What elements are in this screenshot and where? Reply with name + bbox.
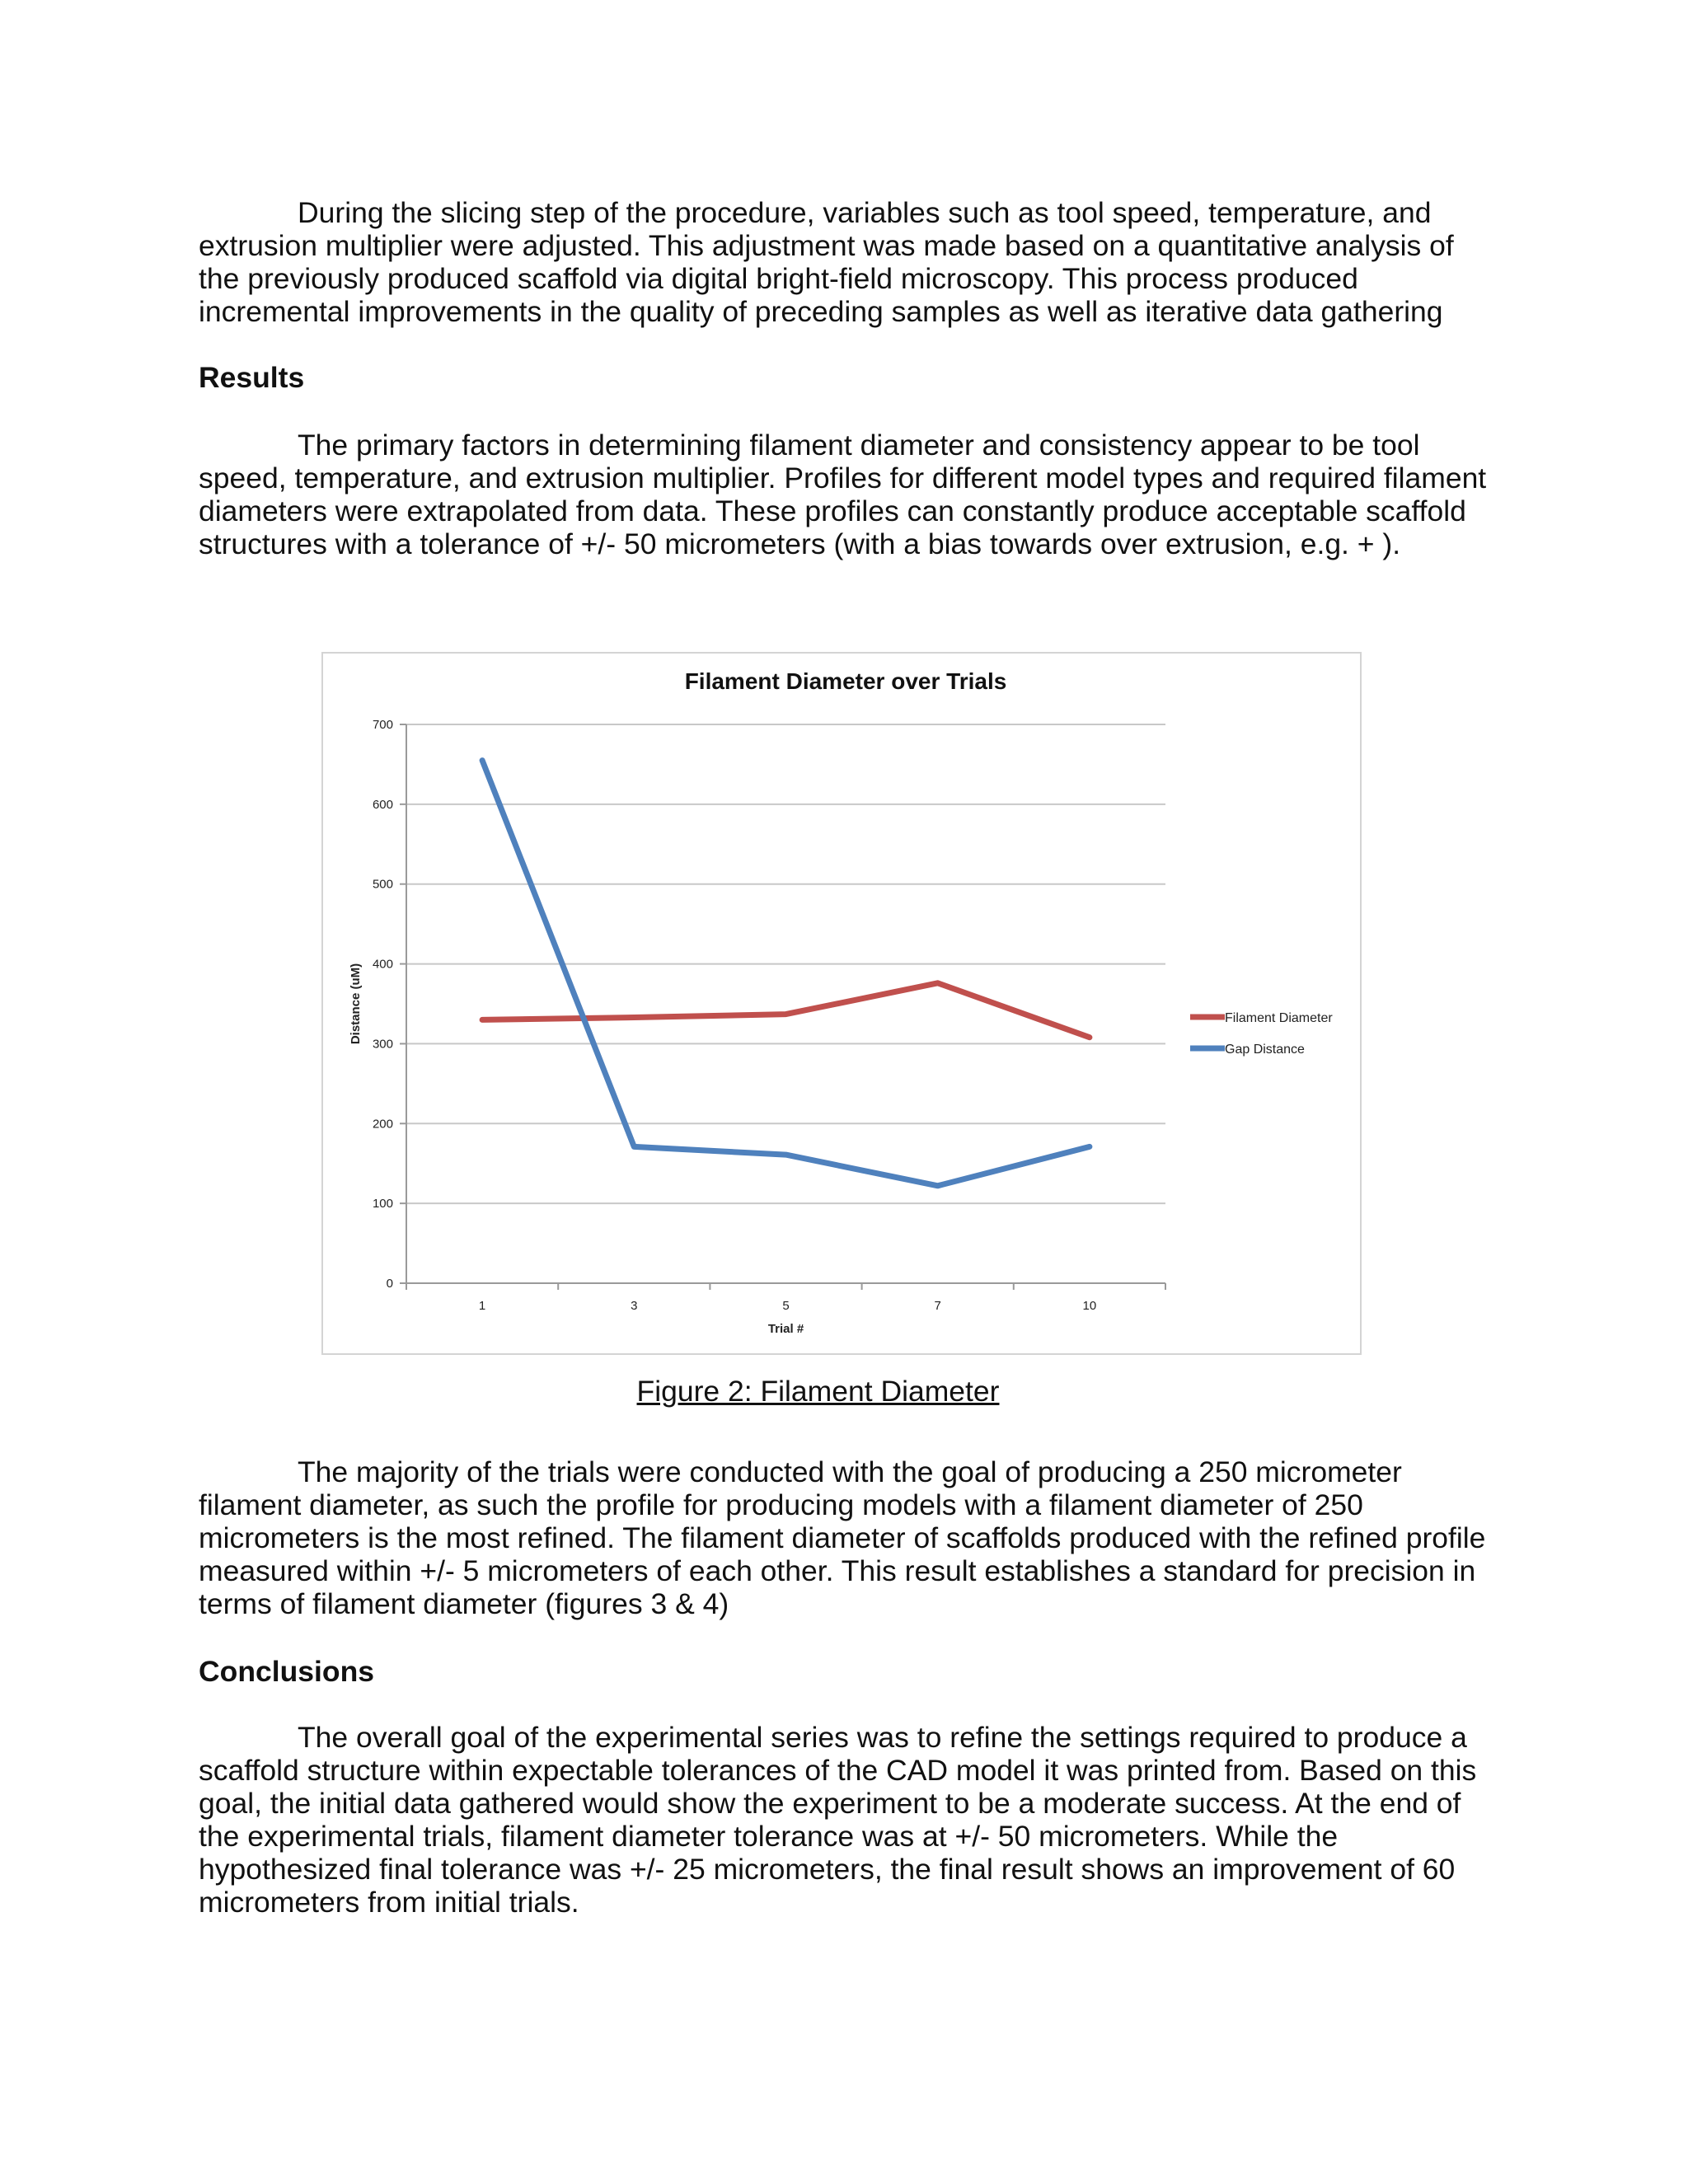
figure-2-chart-frame [321,652,1362,1355]
y-tick-label: 100 [372,1197,393,1212]
y-tick-label: 500 [372,877,393,892]
y-tick-label: 200 [372,1117,393,1132]
y-tick-label: 600 [372,797,393,812]
legend-label: Gap Distance [1225,1043,1305,1057]
y-tick-label: 400 [372,957,393,972]
precision-paragraph: The majority of the trials were conducted with the goal of producing a 250 micrometer filament diameter, as such the profile for producing models with a filament diameter of 250 micrometers is the most refined. The filament diameter of scaffolds produced with the refined profile measured within +/- 5 micrometers of each other. This result establishes a standard for precision in terms of filament diameter (figures 3 & 4) [199,1455,1486,1620]
intro-paragraph: During the slicing step of the procedure, variables such as tool speed, temperature, and extrusion multiplier were adjusted. This adjustment was made based on a quantitative analysis of the previously produced scaffold via digital bright-field microscopy. This process produced incremental improvements in the quality of preceding samples as well as iterative data gathering [199,196,1454,328]
line-chart [323,654,1363,1357]
conclusions-heading: Conclusions [199,1655,375,1688]
results-heading: Results [199,361,305,394]
x-tick-label: 1 [478,1299,486,1313]
series-line-gap-distance [482,761,1090,1186]
x-tick-label: 7 [934,1299,941,1313]
y-tick-label: 0 [386,1277,393,1291]
x-axis-label: Trial # [767,1322,804,1336]
x-tick-label: 10 [1082,1299,1097,1313]
y-tick-label: 700 [372,718,393,732]
results-paragraph: The primary factors in determining filament diameter and consistency appear to be tool speed, temperature, and extrusion multiplier. Profiles for different model types and required filament diameters were extrapolated from data. These profiles can constantly produce acceptable scaffold structures with a tolerance of +/- 50 micrometers (with a bias towards over extrusion, e.g. + ). [199,429,1487,560]
chart-title: Filament Diameter over Trials [684,668,1007,694]
conclusions-paragraph: The overall goal of the experimental series was to refine the settings required to produce a scaffold structure within expectable tolerances of the CAD model it was printed from. Based on this goal, the initial data gathered would show the experiment to be a moderate success. At the end of the experimental trials, filament diameter tolerance was at +/- 50 micrometers. While the hypothesized final tolerance was +/- 25 micrometers, the final result shows an improvement of 60 micrometers from initial trials. [199,1721,1477,1919]
legend-label: Filament Diameter [1225,1011,1333,1025]
y-tick-label: 300 [372,1037,393,1052]
x-tick-label: 3 [631,1299,638,1313]
x-tick-label: 5 [782,1299,790,1313]
figure-caption: Figure 2: Filament Diameter [636,1375,1000,1408]
y-axis-label: Distance (uM) [349,963,363,1045]
